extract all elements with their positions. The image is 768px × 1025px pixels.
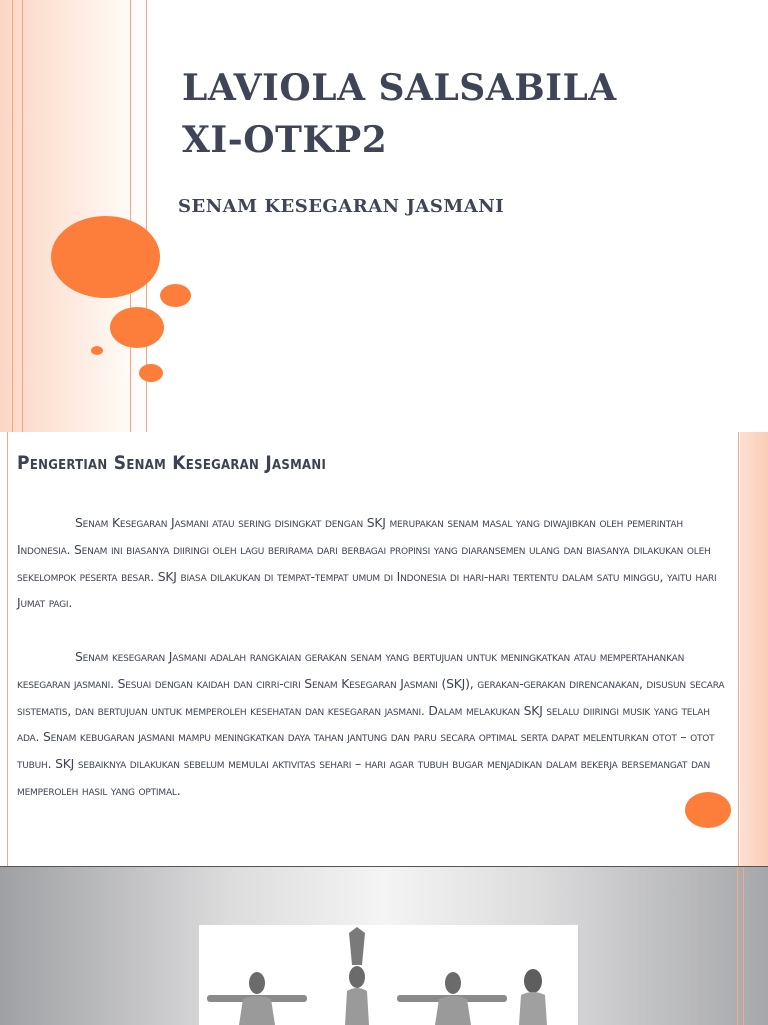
decorative-gradient-edge xyxy=(740,432,768,866)
exercise-photo xyxy=(199,925,578,1025)
decorative-circle-medium xyxy=(110,307,164,348)
decorative-line xyxy=(22,0,23,432)
content-heading: Pengertian Senam Kesegaran Jasmani xyxy=(17,452,327,474)
paragraph-1 xyxy=(17,510,733,617)
arms-out-figure-icon xyxy=(397,972,507,1025)
content-slide xyxy=(0,432,768,866)
paragraph-1-text: Senam Kesegaran Jasmani atau sering disingkat dengan SKJ merupakan senam masal yang diwajibkan oleh pemerintah Indonesia. Senam ini biasanya diiringi oleh lagu berirama dari berbagai propinsi yang diaransemen ulang dan biasanya dilakukan oleh sekelompok peserta besar. SKJ biasa dilakukan di tempat-tempat umum di Indonesia di hari-hari tertentu dalam satu minggu, yaitu hari Jumat pagi. xyxy=(17,515,717,611)
decorative-circle-tiny xyxy=(91,346,103,355)
decorative-line xyxy=(7,432,8,866)
title-slide xyxy=(0,0,768,432)
slide-subtitle: SENAM KESEGARAN JASMANI xyxy=(178,196,505,217)
title-class: XI-OTKP2 xyxy=(182,119,388,161)
decorative-circle-large xyxy=(51,216,160,298)
paragraph-2 xyxy=(17,644,733,805)
decorative-circle-small xyxy=(160,284,191,307)
paragraph-2-text: Senam kesegaran Jasmani adalah rangkaian gerakan senam yang bertujuan untuk meningkatkan atau mempertahankan kesegaran jasmani. Sesuai dengan kaidah dan cirri-ciri Senam Kesegaran Jasmani (SKJ), gerakan-gerakan direncanakan, disusun secara sistematis, dan bertujuan untuk memperoleh kesehatan dan kesegaran jasmani. Dalam melakukan SKJ selalu diiringi musik yang telah ada. Senam kebugaran jasmani mampu meningkatkan daya tahan jantung dan paru secara optimal serta dapat melenturkan otot – otot tubuh. SKJ sebaiknya dilakukan sebelum memulai aktivitas sehari – hari agar tubuh bugar menjadikan dalam bekerja bersemangat dan memperoleh hasil yang optimal. xyxy=(17,649,725,798)
decorative-line xyxy=(12,0,13,432)
decorative-line xyxy=(130,0,131,432)
arms-out-figure-icon xyxy=(207,972,307,1025)
standing-figure-icon xyxy=(519,969,547,1025)
decorative-circle-small xyxy=(139,364,163,382)
title-name: LAVIOLA SALSABILA xyxy=(182,67,617,109)
decorative-line xyxy=(737,867,738,1025)
decorative-circle xyxy=(685,792,731,828)
decorative-line xyxy=(743,867,744,1025)
slide-title xyxy=(182,62,617,166)
arms-up-figure-icon xyxy=(345,927,369,1025)
exercise-figures-illustration xyxy=(199,925,578,1025)
image-slide xyxy=(0,866,768,1025)
